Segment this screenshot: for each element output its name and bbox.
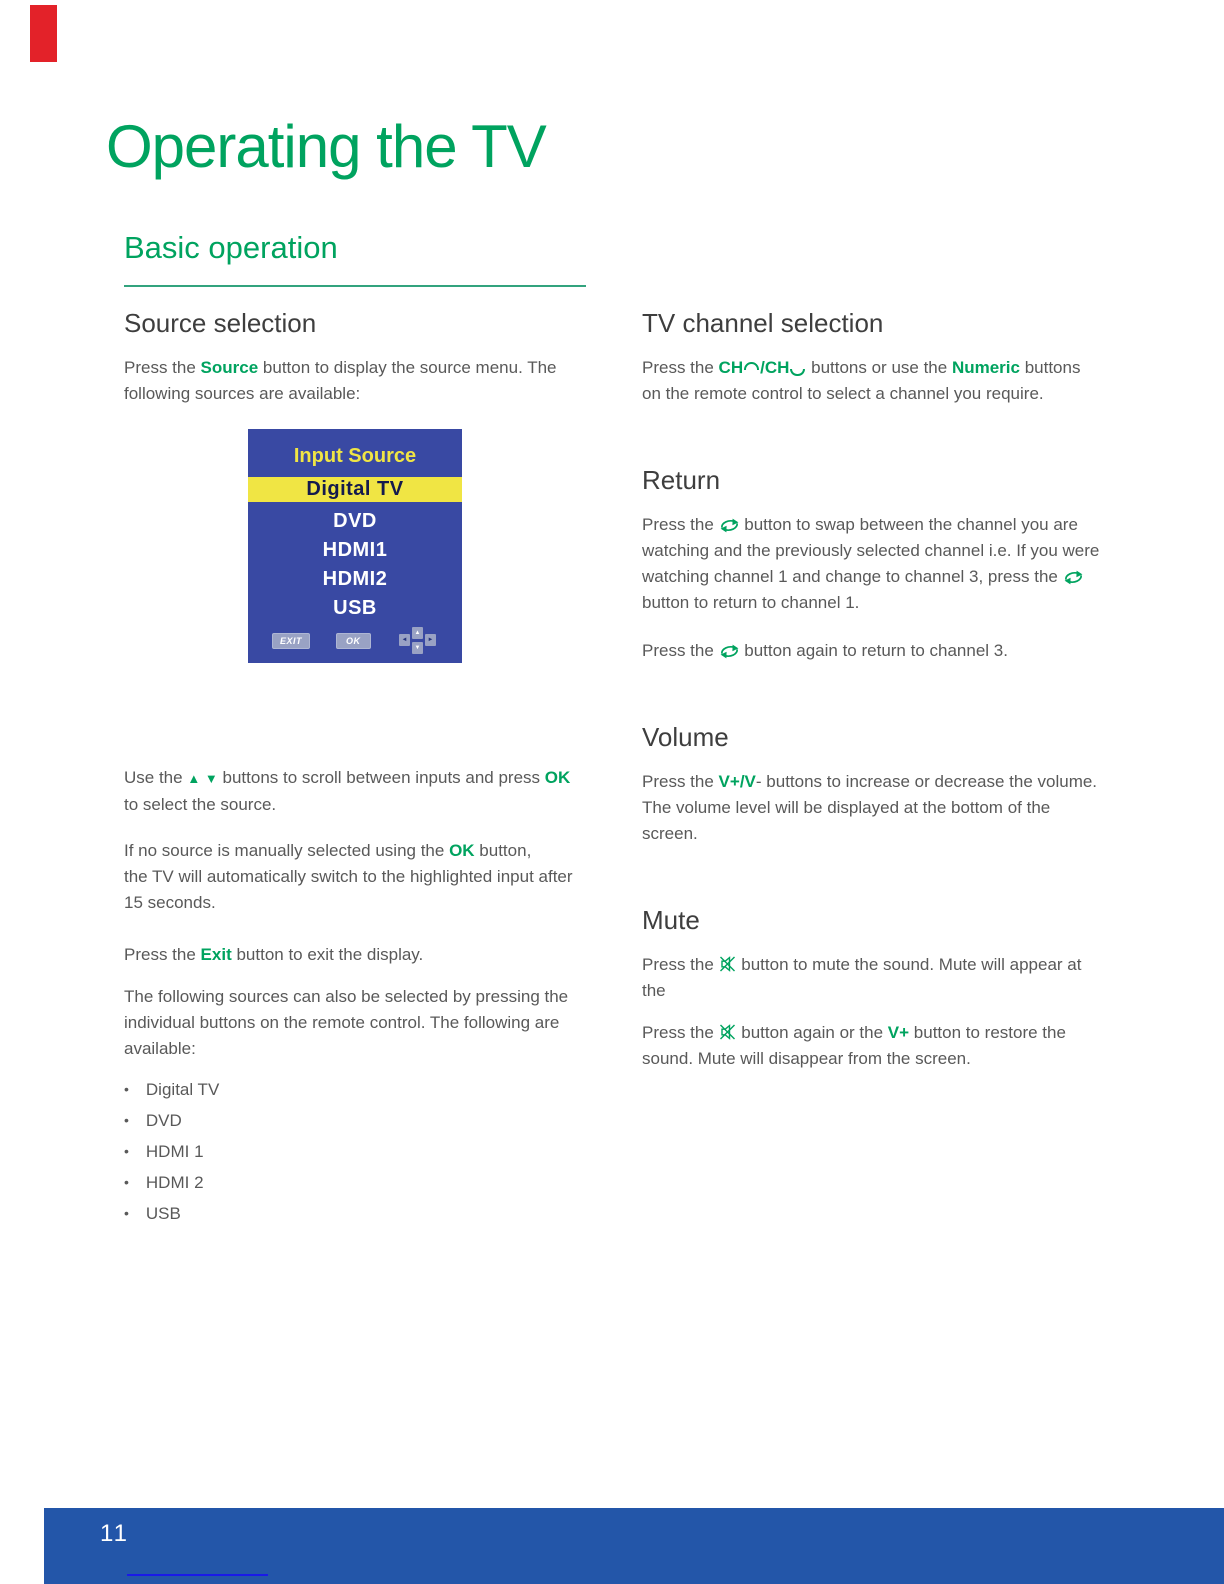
menu-item-hdmi2[interactable]: HDMI2 <box>322 568 388 590</box>
menu-item-digital-tv[interactable]: Digital TV <box>248 477 462 502</box>
text-run: Press the <box>642 515 719 534</box>
text-run: button again to return to channel 3. <box>739 641 1008 660</box>
text-run: button to swap between the channel you are watching and the previously selected channel i.e. If you were watching channel 1 and change to channel 3, press the <box>642 515 1100 586</box>
footer-underline <box>127 1574 268 1576</box>
list-item-label: HDMI 1 <box>145 1142 204 1161</box>
text-run: button to exit the display. <box>231 945 424 964</box>
ok-label: OK <box>449 841 475 860</box>
text-run: Press the <box>642 955 719 974</box>
page-edge-tab <box>30 5 57 62</box>
osd-title: Input Source <box>293 445 417 467</box>
swap-channel-icon <box>719 518 740 533</box>
input-source-menu <box>248 429 462 663</box>
channel-down-arc-icon <box>790 369 805 376</box>
list-item <box>124 1167 586 1198</box>
text-run: buttons to scroll between inputs and press <box>217 768 545 787</box>
heading-mute: Mute <box>642 905 700 935</box>
dpad <box>399 627 437 654</box>
bullet-icon: • <box>124 1174 129 1190</box>
list-item <box>124 1136 586 1167</box>
paragraph-source-intro <box>124 355 586 407</box>
paragraph-channel-selection <box>642 355 1104 407</box>
list-item-label: HDMI 2 <box>145 1173 204 1192</box>
text-run: button to mute the sound. Mute will appear at the <box>642 955 1082 1000</box>
swap-channel-icon <box>1063 570 1084 585</box>
ch-up-label: CH <box>718 358 744 377</box>
text-run: Press the <box>124 945 201 964</box>
arrow-up-icon[interactable]: ▲ <box>412 627 423 639</box>
text-run: If no source is manually selected using the <box>124 841 450 860</box>
source-list <box>124 1074 586 1229</box>
text-run: Press the <box>642 772 719 791</box>
text-run: button to display the source menu. The following sources are available: <box>124 358 557 403</box>
list-item-label: DVD <box>145 1111 182 1130</box>
paragraph-exit <box>124 942 586 968</box>
source-button-label: Source <box>200 358 259 377</box>
ok-label: OK <box>544 768 571 787</box>
arrow-left-icon[interactable]: ◄ <box>399 634 410 646</box>
paragraph-volume <box>642 769 1104 847</box>
swap-channel-icon <box>719 644 740 659</box>
bullet-icon: • <box>124 1205 129 1221</box>
list-item <box>124 1074 586 1105</box>
ch-down-label: /CH <box>760 358 790 377</box>
down-triangle-icon: ▼ <box>204 771 218 786</box>
menu-item-usb[interactable]: USB <box>333 597 377 619</box>
paragraph-auto-switch <box>124 838 586 916</box>
text-run: Press the <box>642 641 719 660</box>
osd-controls <box>248 627 462 654</box>
text-run: buttons to increase or decrease the volume. The volume level will be displayed at the bottom of the screen. <box>642 772 1098 843</box>
paragraph-scroll-inputs <box>124 765 586 818</box>
bullet-icon: • <box>124 1143 129 1159</box>
mute-icon <box>719 1023 737 1041</box>
ok-button[interactable]: OK <box>336 633 371 649</box>
arrow-right-icon[interactable]: ► <box>425 634 436 646</box>
heading-volume: Volume <box>642 722 729 752</box>
text-run: Press the <box>124 358 201 377</box>
left-column <box>124 308 586 1229</box>
text-run: Press the <box>642 1023 719 1042</box>
paragraph-mute <box>642 952 1104 1004</box>
text-run: buttons on the remote control to select a channel you require. <box>642 358 1081 403</box>
mute-icon <box>719 955 737 973</box>
text-run: Press the <box>642 358 719 377</box>
exit-button[interactable]: EXIT <box>272 633 310 649</box>
text-run: Use the <box>124 768 188 787</box>
osd-item-list <box>248 507 462 623</box>
heading-tv-channel-selection: TV channel selection <box>642 308 884 338</box>
list-item-label: USB <box>145 1204 181 1223</box>
exit-label: Exit <box>200 945 232 964</box>
list-item-label: Digital TV <box>145 1080 220 1099</box>
section-heading: Basic operation <box>124 230 338 265</box>
text-run: button again or the <box>736 1023 888 1042</box>
list-item <box>124 1105 586 1136</box>
footer-bar <box>44 1508 1224 1584</box>
list-item <box>124 1198 586 1229</box>
paragraph-return-again <box>642 638 1104 664</box>
page-number: 11 <box>100 1520 129 1547</box>
text-run: to select the source. <box>124 795 277 814</box>
text-run: buttons or use the <box>806 358 952 377</box>
vplus-label: V+ <box>887 1023 910 1042</box>
channel-up-arc-icon <box>744 362 759 370</box>
volume-buttons-label: V+/V <box>718 772 756 791</box>
text-run: - <box>755 772 762 791</box>
arrow-down-icon[interactable]: ▼ <box>412 642 423 654</box>
text-run: button to return to channel 1. <box>642 593 860 612</box>
text-run: button, <box>474 841 532 860</box>
page-title: Operating the TV <box>106 113 546 180</box>
menu-item-dvd[interactable]: DVD <box>333 510 377 532</box>
bullet-icon: • <box>124 1112 129 1128</box>
numeric-label: Numeric <box>951 358 1020 377</box>
section-divider <box>124 285 586 287</box>
menu-item-hdmi1[interactable]: HDMI1 <box>322 539 388 561</box>
right-column <box>642 308 1104 1072</box>
text-run: the TV will automatically switch to the highlighted input after 15 seconds. <box>124 867 573 912</box>
paragraph-also-available: The following sources can also be selected by pressing the individual buttons on the remote control. The following are available: <box>124 987 569 1058</box>
bullet-icon: • <box>124 1081 129 1097</box>
heading-source-selection: Source selection <box>124 308 317 338</box>
up-triangle-icon: ▲ <box>187 771 201 786</box>
heading-return: Return <box>642 465 721 495</box>
text-run: button to restore the sound. Mute will disappear from the screen. <box>642 1023 1066 1068</box>
paragraph-return-swap <box>642 512 1104 616</box>
paragraph-unmute <box>642 1020 1104 1072</box>
